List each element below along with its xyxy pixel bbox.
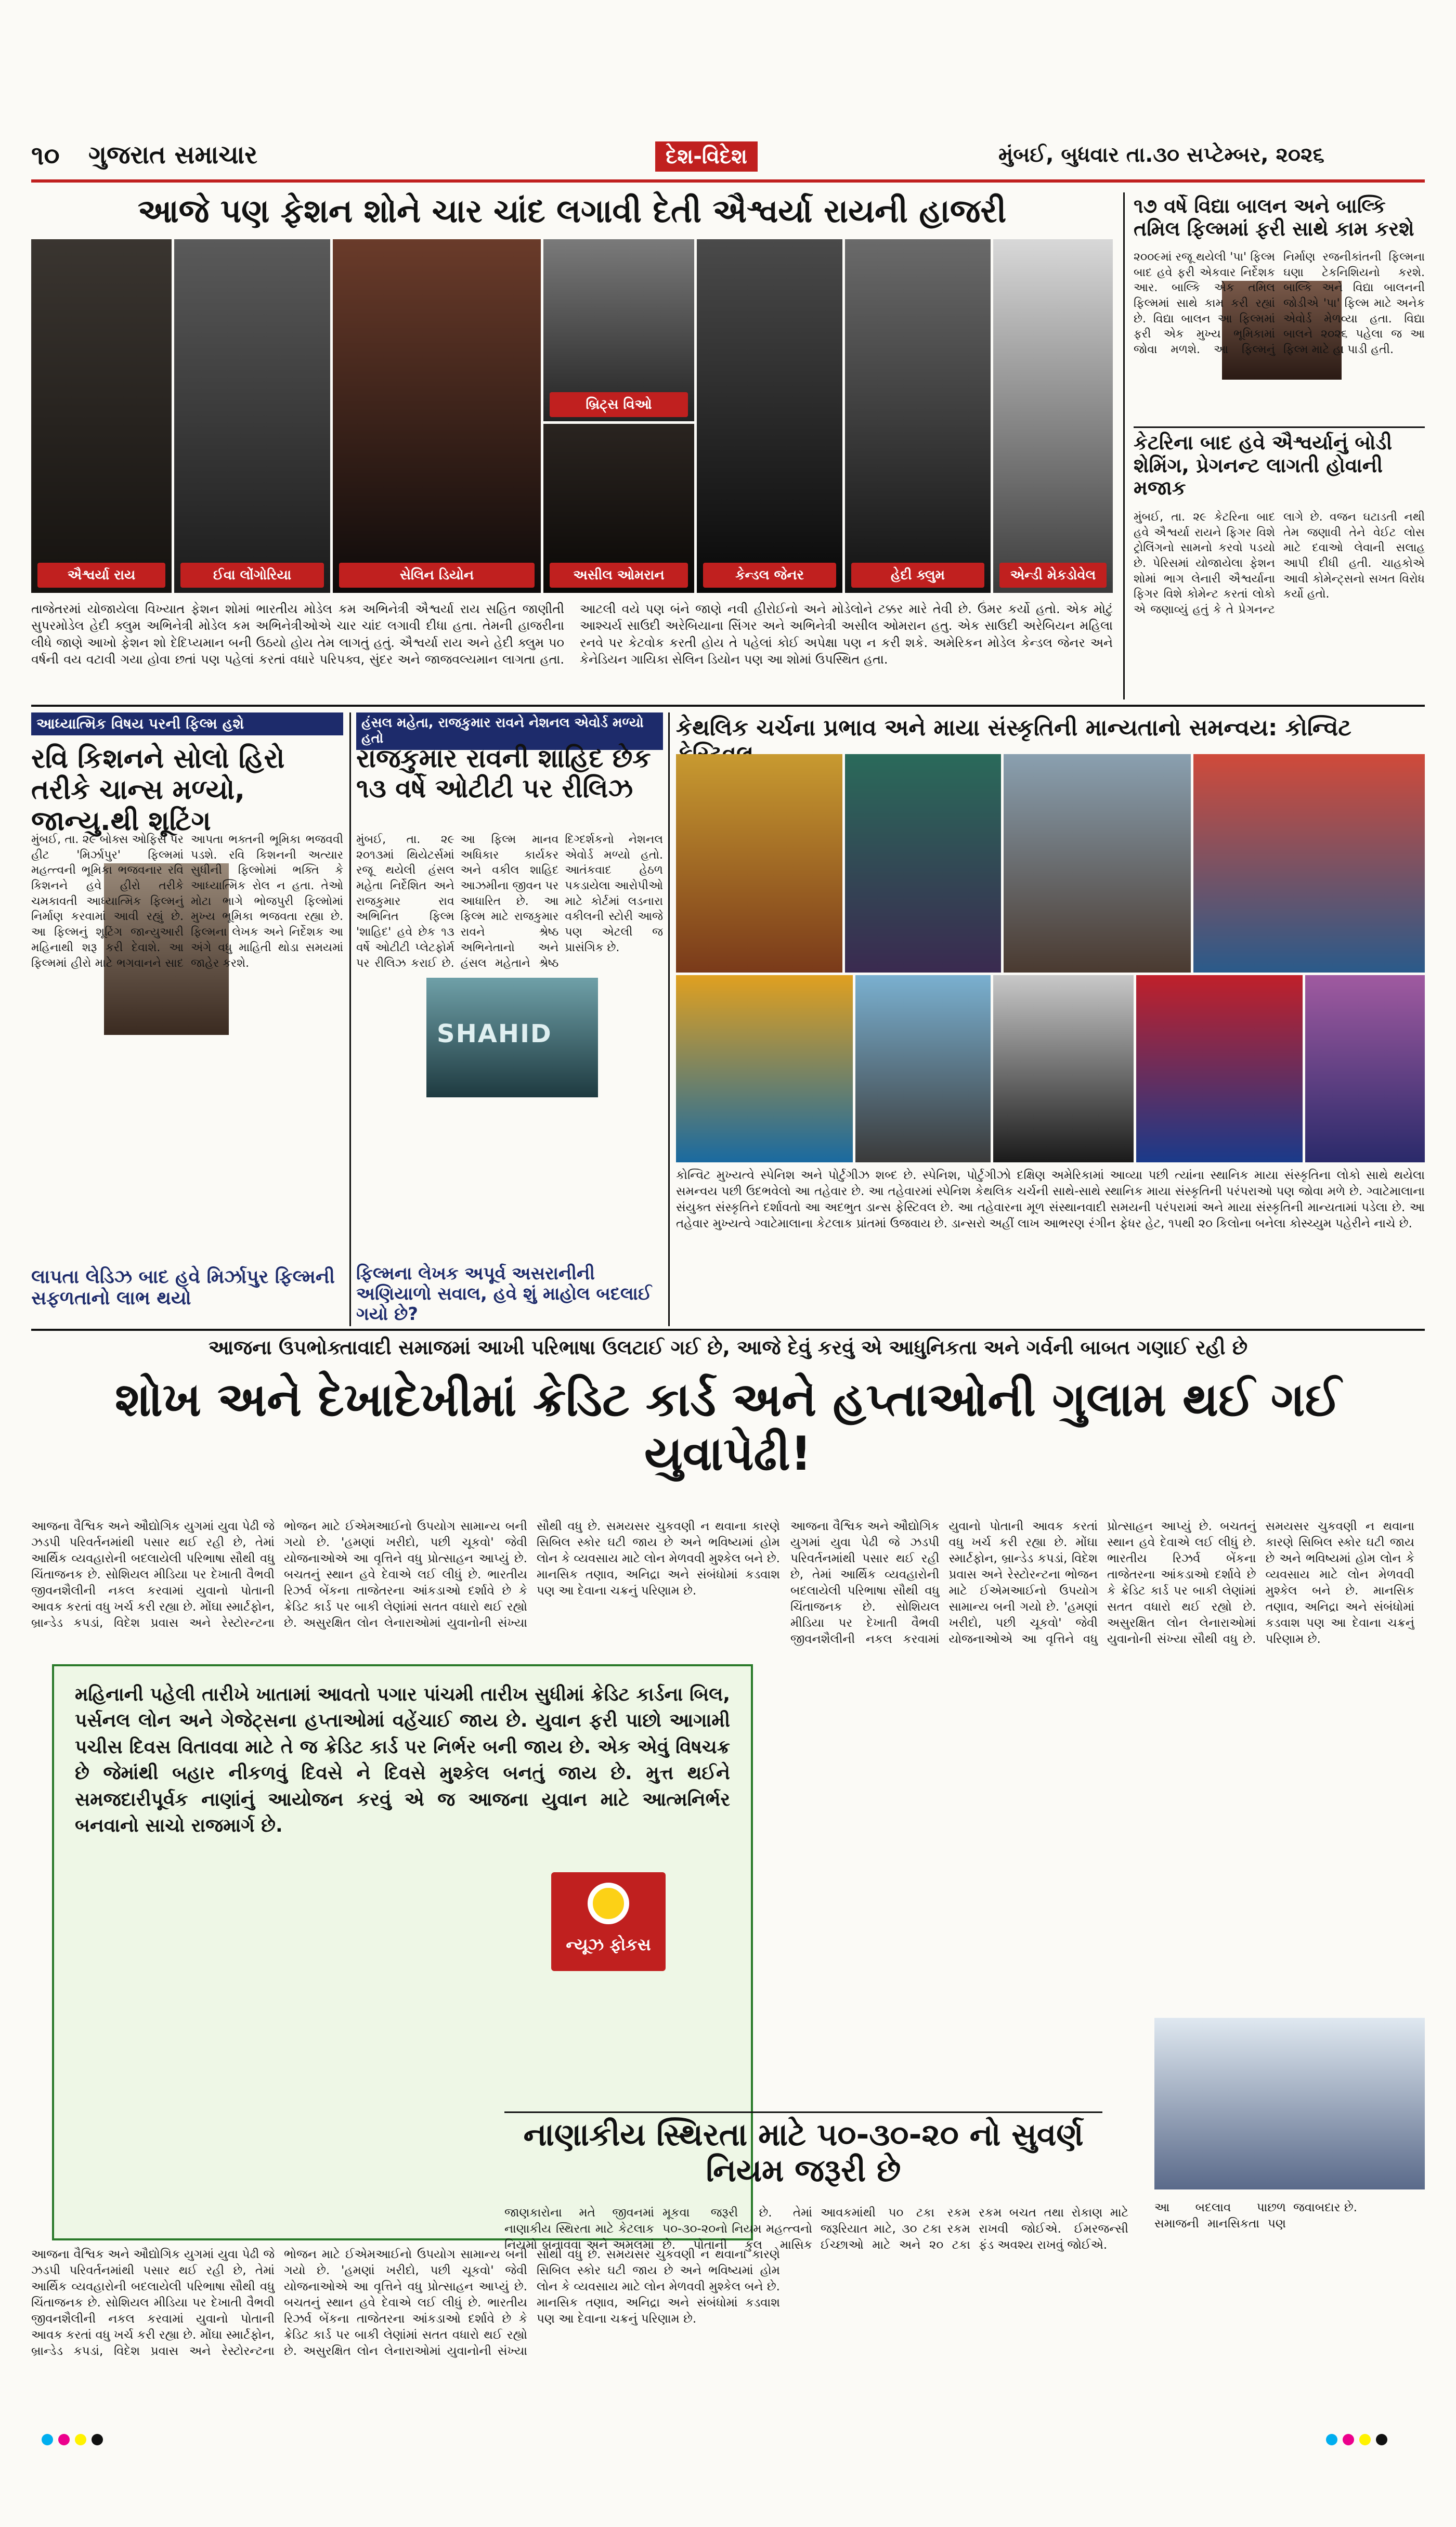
festival-photo-7 [993,975,1134,1162]
credit-headline: શોખ અને દેખાદેખીમાં ક્રેડિટ કાર્ડ અને હપ્તાઓની ગુલામ થઈ ગઈ યુવાપેઢી! [114,1372,1342,1481]
dot-yellow [75,2434,86,2445]
photo-andie [993,239,1113,593]
vidya-body: ૨૦૦૯માં રજૂ થયેલી 'પા' ફિલ્મ બાદ હવે ફરી એકવાર નિર્દેશક આર. બાલ્કિ એક તમિલ ફિલ્મમાં સાથે કામ કરી રહ્યાં છે. વિદ્યા બાલન આ ફિલ્મમાં ફરી એક મુખ્ય ભૂમિકામાં જોવા મળશે. આ ફિલ્મનું નિર્માણ રજનીકાંતની ફિલ્મના ઘણા ટેકનિશિયનો કરશે. બાલ્કિ અને વિદ્યા બાલનની જોડીએ 'પા' ફિલ્મ માટે અનેક એવોર્ડ મેળવ્યા હતા. વિદ્યા બાલને ૨૦૨૬ પહેલા જ આ ફિલ્મ માટે હા પાડી હતી. [1134,251,1425,357]
caption-kendall: કેન્ડલ જેનર [703,563,836,588]
festival-photo-4 [1193,754,1425,973]
credit-subhead: નાણાકીય સ્થિરતા માટે ૫૦-૩૦-૨૦ નો સુવર્ણ નિયમ જરૂરી છે [504,2111,1102,2189]
festival-photo-8 [1136,975,1303,1162]
dot-cyan-right [1326,2434,1337,2445]
dot-magenta-right [1343,2434,1354,2445]
festival-body: કોન્વિટ મુખ્યત્વે સ્પેનિશ અને પોર્ટુગીઝ શબ્દ છે. સ્પેનિશ, પોર્ટુગીઝો દક્ષિણ અમેરિકામાં આવ્યા પછી ત્યાંના સ્થાનિક માયા સંસ્કૃતિના લોકો સાથે થયેલા સમન્વય પછી ઉદભવેલો આ તહેવાર છે. આ તહેવારમાં સ્પેનિશ કેથલિક ચર્ચની સાથે-સાથે સ્થાનિક માયા સંસ્કૃતિની પરંપરાઓ પણ જોવા મળે છે. ગ્વાટેમાલાના સંયુક્ત સંસ્કૃતિને દર્શાવતો આ અદભુત ડાન્સ ફેસ્ટિવલ છે. આ તહેવારના મૂળ સંસ્થાનવાદી સમયની પરંપરામાં અને માયા સંસ્કૃતિની માન્યતામાં પડેલા છે. આ તહેવાર મુખ્યત્વે ગ્વાટેમાલાના કેટલાક પ્રાંતમાં ઉજવાય છે. ડાન્સરો અહીં લાખ આભરણ રંગીન ફેધર હેટ, ૧૫થી ૨૦ કિલોના બનેલા કોસ્ચ્યુમ પહેરીને નાચે છે. [676,1169,1425,1231]
rajkummar-body: મુંબઈ, તા. ૨૯ ૨૦૧૩માં થિયેટર્સમાં રજૂ થયેલી હંસલ મહેતા નિર્દેશિત અને રાજકુમાર રાવ અભિનિત ફિલ્મ 'શાહિદ' હવે છેક ૧૩ વર્ષે ઓટીટી પ્લેટફોર્મ પર રીલિઝ કરાઈ છે. આ ફિલ્મ માનવ અધિકાર કાર્યકર અને વકીલ શાહિદ આઝમીના જીવન પર આધારિત છે. આ ફિલ્મ માટે રાજકુમાર રાવને શ્રેષ્ઠ અભિનેતાનો અને હંસલ મહેતાને શ્રેષ્ઠ દિગ્દર્શકનો નેશનલ એવોર્ડ મળ્યો હતો. આતંકવાદ હેઠળ પકડાયેલા આરોપીઓ માટે કોર્ટમાં લડનારા વકીલની સ્ટોરી આજે પણ એટલી જ પ્રાસંગિક છે. [356,833,663,970]
festival-photo-9 [1305,975,1425,1162]
katrina-body: મુંબઈ, તા. ૨૯ કેટરિના બાદ હવે ઐશ્વર્યા રાયને ફિગર વિશે ટ્રોલિંગનો સામનો કરવો પડયો છે. પેરિસમાં યોજાયેલા ફેશન શોમાં ભાગ લેનારી ઐશ્વર્યાના ફિગર વિશે કોમેન્ટ કરતાં લોકો એ જણાવ્યું હતું કે તે પ્રેગનન્ટ લાગે છે. વજન ઘટાડતી નથી તેમ જણાવી તેને વેઈટ લોસ માટે દવાઓ લેવાની સલાહ આપી દીધી હતી. ચાહકોએ આવી કોમેન્ટ્સનો સખત વિરોધ કર્યો હતો. [1134,511,1425,617]
dot-black-right [1376,2434,1387,2445]
section-rule-2 [31,1329,1425,1331]
dateline: મુંબઈ, બુધવાર તા.૩૦ સપ્ટેમ્બર, ૨૦૨૬ [998,143,1324,167]
dot-cyan [42,2434,53,2445]
credit-body-left: આજના વૈશ્વિક અને ઔદ્યોગિક યુગમાં યુવા પેઢી જે ઝડપી પરિવર્તનમાંથી પસાર થઈ રહી છે, તેમાં આર્થિક વ્યવહારોની બદલાયેલી પરિભાષા સૌથી વધુ ચિંતાજનક છે. સોશિયલ મીડિયા પર દેખાતી વૈભવી જીવનશૈલીની નકલ કરવામાં યુવાનો પોતાની આવક કરતાં વધુ ખર્ચ કરી રહ્યા છે. મોંઘા સ્માર્ટફોન, બ્રાન્ડેડ કપડાં, વિદેશ પ્રવાસ અને રેસ્ટોરન્ટના ભોજન માટે ઈએમઆઈનો ઉપયોગ સામાન્ય બની ગયો છે. 'હમણાં ખરીદો, પછી ચૂકવો' જેવી યોજનાઓએ આ વૃત્તિને વધુ પ્રોત્સાહન આપ્યું છે. બચતનું સ્થાન હવે દેવાએ લઈ લીધું છે. ભારતીય રિઝર્વ બેંકના તાજેતરના આંકડાઓ દર્શાવે છે કે ક્રેડિટ કાર્ડ પર બાકી લેણાંમાં સતત વધારો થઈ રહ્યો છે. અસુરક્ષિત લોન લેનારાઓમાં યુવાનોની સંખ્યા સૌથી વધુ છે. સમયસર ચુકવણી ન થવાના કારણે સિબિલ સ્કોર ઘટી જાય છે અને ભવિષ્યમાં હોમ લોન કે વ્યવસાય માટે લોન મેળવવી મુશ્કેલ બને છે. માનસિક તણાવ, અનિદ્રા અને સંબંધોમાં કડવાશ પણ આ દેવાના ચક્રનું પરિણામ છે. [31,1520,780,1630]
eye-icon [588,1883,629,1924]
news-focus-label: ન્યૂઝ ફોકસ [566,1935,651,1954]
ravi-headline: રવિ કિશનને સોલો હિરો તરીકે ચાન્સ મળ્યો, જાન્યુ.થી શૂટિંગ [31,743,285,837]
paper-name: ગુજરાત સમાચાર [88,140,258,170]
photo-heidi [845,239,991,593]
page-number: ૧૦ [31,140,60,171]
credit-pull-quote: મહિનાની પહેલી તારીખે ખાતામાં આવતો પગાર પાંચમી તારીખ સુધીમાં ક્રેડિટ કાર્ડના બિલ, પર્સનલ લોન અને ગેજેટ્સના હપ્તાઓમાં વહેંચાઈ જાય છે. યુવાન ફરી પાછો આગામી પચીસ દિવસ વિતાવવા માટે તે જ ક્રેડિટ કાર્ડ પર નિર્ભર બની જાય છે. એક એવું વિષચક્ર છે જેમાંથી બહાર નીકળવું દિવસે ને દિવસે મુશ્કેલ બનતું જાય છે. મુત્ત થઈને સમજદારીપૂર્વક નાણાંનું આયોજન કરવું એ જ આજના યુવાન માટે આત્મનિર્ભર બનવાનો સાચો રાજમાર્ગ છે. [75,1684,730,1836]
section-label: દેશ-વિદેશ [655,141,758,172]
caption-brits: બ્રિટ્સ વિઓ [550,392,688,417]
photo-aseel [543,424,694,593]
credit-subhead-body: જાણકારોના મતે જીવનમાં નાણાકીય સ્થિરતા માટે કેટલાક નિયમો બનાવવા અને અમલમાં મૂકવા જરૂરી છે. તેમાં ૫૦-૩૦-૨૦નો નિયમ મહત્ત્વનો છે. પોતાની કુલ માસિક આવકમાંથી ૫૦ ટકા રકમ જરૂરિયાત માટે, ૩૦ ટકા રકમ ઈચ્છાઓ માટે અને ૨૦ ટકા રકમ બચત તથા રોકાણ માટે રાખવી જોઈએ. ઈમરજન્સી ફંડ અવશ્ય રાખવું જોઈએ. [504,2206,1128,2252]
caption-eva: ઈવા લોંગોરિયા [180,563,324,588]
right-divider [1123,192,1125,699]
dot-yellow-right [1359,2434,1371,2445]
col-divider-b [668,712,670,1326]
photo-aishwarya [31,239,172,593]
dot-black [92,2434,103,2445]
top-story-body: તાજેતરમાં યોજાયેલા વિખ્યાત ફેશન શોમાં ભારતીય મોડેલ કમ અભિનેત્રી ઐશ્વર્યા રાય સહિત જાણીતી સુપરમોડેલ હેદી ક્લુમ અભિનેત્રી મોડેલ કમ અભિનેત્રીઓએ ચાર ચાંદ લગાવી દીધા હતા. તેમની હાજરીના લીધે જાણે આખો ફેશન શો દેદિપ્યમાન બની ઉઠયો હોય તેમ લાગતું હતું. ઐશ્વર્યા રાય અને હેદી ક્લુમ ૫૦ વર્ષની વય વટાવી ગયા હોવા છતાં પણ પહેલાં કરતાં વધારે પરિપક્વ, સુંદર અને જાજવલ્યમાન લાગતા હતા. આટલી વયે પણ બંને જાણે નવી હીરોઈનો અને મોડેલોને ટક્કર મારે તેવી છે. ઉંમર કર્યો હતો. એક મોટું આશ્ચર્ય સાઉદી અરેબિયાના સિંગર અને અભિનેત્રી અસીલ ઓમરાન હતુ. એક સાઉદી અરેબિયન મહિલા રનવે પર કેટવોક કરતી હોય તે પહેલાં કોઈ અપેક્ષા પણ ન કરી શકે. અમેરિકન મોડેલ કેન્ડલ જેનર અને કેનેડિયન ગાયિકા સેલિન ડિયોન પણ આ શોમાં ઉપસ્થિત હતા. [31,602,1113,667]
footer-color-dots [42,2434,108,2447]
caption-andie: એન્ડી મેકડોવેલ [999,563,1107,588]
ravi-subhead: લાપતા લેડિઝ બાદ હવે મિર્ઝાપુર ફિલ્મની સફળતાનો લાભ થયો [31,1266,335,1310]
ravi-kicker: આધ્યાત્મિક વિષય પરની ફિલ્મ હશે [31,712,343,735]
top-headline: આજે પણ ફેશન શોને ચાર ચાંદ લગાવી દેતી ઐશ્વર્યા રાયની હાજરી [137,192,1007,230]
credit-illustration [1154,2018,1425,2189]
caption-celine: સેલિન ડિયોન [339,563,535,588]
caption-aseel: અસીલ ઓમરાન [550,563,688,588]
festival-photo-3 [1004,754,1191,973]
photo-eva [174,239,330,593]
col-divider-a [349,712,351,1326]
festival-photo-2 [845,754,1001,973]
dot-magenta [58,2434,70,2445]
festival-headline: કેથલિક ચર્ચના પ્રભાવ અને માયા સંસ્કૃતિની માન્યતાનો સમન્વય: કોન્વિટ [676,715,1351,741]
credit-closing: આ બદલાવ પાછળ સમાજની માનસિકતા પણ જવાબદાર છે. [1154,2201,1357,2231]
photo-celine [333,239,541,593]
shahid-still-label: SHAHID [437,1019,552,1048]
rajkummar-headline: રાજકુમાર રાવની શાહિદ છેક ૧૩ વર્ષે ઓટીટી પર રીલિઝ [356,743,651,804]
caption-heidi: હેદી ક્લુમ [851,563,984,588]
photo-brits [543,239,694,421]
caption-aishwarya: ઐશ્વર્યા રાય [37,563,165,588]
katrina-headline: કેટરિના બાદ હવે ઐશ્વર્યાનું બોડી શેમિંગ, પ્રેગનન્ટ લાગતી હોવાની મજાક [1134,431,1393,500]
photo-kendall [697,239,842,593]
ravi-body: મુંબઈ, તા. ૨૯ બોક્સ ઓફિસ પર હીટ 'મિર્ઝાપુર' ફિલ્મમાં મહત્ત્વની ભૂમિકા ભજવનાર રવિ કિશનને હવે હીરો તરીકે ચમકાવતી આધ્યાત્મિક ફિલ્મનું નિર્માણ કરવામાં આવી રહ્યું છે. આ ફિલ્મનું શૂટિંગ જાન્યુઆરી મહિનાથી શરૂ કરી દેવાશે. આ ફિલ્મમાં હીરો માટે ભગવાનને સાદ આપતા ભક્તની ભૂમિકા ભજવવી પડશે. રવિ કિશનની અત્યાર સુધીની ફિલ્મોમાં ભક્તિ કે આધ્યાત્મિક રોલ ન હતા. તેઓ મોટા ભાગે ભોજપુરી ફિલ્મોમાં મુખ્ય ભૂમિકા ભજવતા રહ્યા છે. ફિલ્મના લેખક અને નિર્દેશક આ અંગે વધુ માહિતી થોડા સમયમાં જાહેર કરશે. [31,833,343,970]
news-focus-badge [551,1872,666,1971]
rajkummar-subhead: ફિલ્મના લેખક અપૂર્વ અસરાનીની અણિયાળો સવાલ, હવે શું માહોલ બદલાઈ ગયો છે? [356,1263,652,1325]
header-rule [31,179,1425,183]
rajkummar-kicker: હંસલ મહેતા, રાજકુમાર રાવને નેશનલ એવોર્ડ મળ્યો હતો [356,712,663,750]
vidya-headline: ૧૭ વર્ષે વિદ્યા બાલન અને બાલ્કિ તમિલ ફિલ્મમાં ફરી સાથે કામ કરશે [1134,195,1414,240]
credit-body-mid: આજના વૈશ્વિક અને ઔદ્યોગિક યુગમાં યુવા પેઢી જે ઝડપી પરિવર્તનમાંથી પસાર થઈ રહી છે, તેમાં આર્થિક વ્યવહારોની બદલાયેલી પરિભાષા સૌથી વધુ ચિંતાજનક છે. સોશિયલ મીડિયા પર દેખાતી વૈભવી જીવનશૈલીની નકલ કરવામાં યુવાનો પોતાની આવક કરતાં વધુ ખર્ચ કરી રહ્યા છે. મોંઘા સ્માર્ટફોન, બ્રાન્ડેડ કપડાં, વિદેશ પ્રવાસ અને રેસ્ટોરન્ટના ભોજન માટે ઈએમઆઈનો ઉપયોગ સામાન્ય બની ગયો છે. 'હમણાં ખરીદો, પછી ચૂકવો' જેવી યોજનાઓએ આ વૃત્તિને વધુ પ્રોત્સાહન આપ્યું છે. બચતનું સ્થાન હવે દેવાએ લઈ લીધું છે. ભારતીય રિઝર્વ બેંકના તાજેતરના આંકડાઓ દર્શાવે છે કે ક્રેડિટ કાર્ડ પર બાકી લેણાંમાં સતત વધારો થઈ રહ્યો છે. અસુરક્ષિત લોન લેનારાઓમાં યુવાનોની સંખ્યા સૌથી વધુ છે. સમયસર ચુકવણી ન થવાના કારણે સિબિલ સ્કોર ઘટી જાય છે અને ભવિષ્યમાં હોમ લોન કે વ્યવસાય માટે લોન મેળવવી મુશ્કેલ બને છે. માનસિક તણાવ, અનિદ્રા અને સંબંધોમાં કડવાશ પણ આ દેવાના ચક્રનું પરિણામ છે. [790,1520,1414,1647]
section-rule-1 [31,705,1425,707]
footer-color-dots-right [1326,2434,1393,2447]
festival-photo-1 [676,754,842,973]
credit-kicker: આજના ઉપભોક્તાવાદી સમાજમાં આખી પરિભાષા ઉલટાઈ ગઈ છે, આજે દેવું કરવું એ આધુનિકતા અને ગર્વની બાબત ગણાઈ રહી છે [208,1336,1248,1359]
vidya-rule [1134,426,1425,428]
festival-photo-6 [855,975,991,1162]
festival-photo-5 [676,975,853,1162]
credit-body-bottom: આજના વૈશ્વિક અને ઔદ્યોગિક યુગમાં યુવા પેઢી જે ઝડપી પરિવર્તનમાંથી પસાર થઈ રહી છે, તેમાં આર્થિક વ્યવહારોની બદલાયેલી પરિભાષા સૌથી વધુ ચિંતાજનક છે. સોશિયલ મીડિયા પર દેખાતી વૈભવી જીવનશૈલીની નકલ કરવામાં યુવાનો પોતાની આવક કરતાં વધુ ખર્ચ કરી રહ્યા છે. મોંઘા સ્માર્ટફોન, બ્રાન્ડેડ કપડાં, વિદેશ પ્રવાસ અને રેસ્ટોરન્ટના ભોજન માટે ઈએમઆઈનો ઉપયોગ સામાન્ય બની ગયો છે. 'હમણાં ખરીદો, પછી ચૂકવો' જેવી યોજનાઓએ આ વૃત્તિને વધુ પ્રોત્સાહન આપ્યું છે. બચતનું સ્થાન હવે દેવાએ લઈ લીધું છે. ભારતીય રિઝર્વ બેંકના તાજેતરના આંકડાઓ દર્શાવે છે કે ક્રેડિટ કાર્ડ પર બાકી લેણાંમાં સતત વધારો થઈ રહ્યો છે. અસુરક્ષિત લોન લેનારાઓમાં યુવાનોની સંખ્યા સૌથી વધુ છે. સમયસર ચુકવણી ન થવાના કારણે સિબિલ સ્કોર ઘટી જાય છે અને ભવિષ્યમાં હોમ લોન કે વ્યવસાય માટે લોન મેળવવી મુશ્કેલ બને છે. માનસિક તણાવ, અનિદ્રા અને સંબંધોમાં કડવાશ પણ આ દેવાના ચક્રનું પરિણામ છે. [31,2248,780,2358]
